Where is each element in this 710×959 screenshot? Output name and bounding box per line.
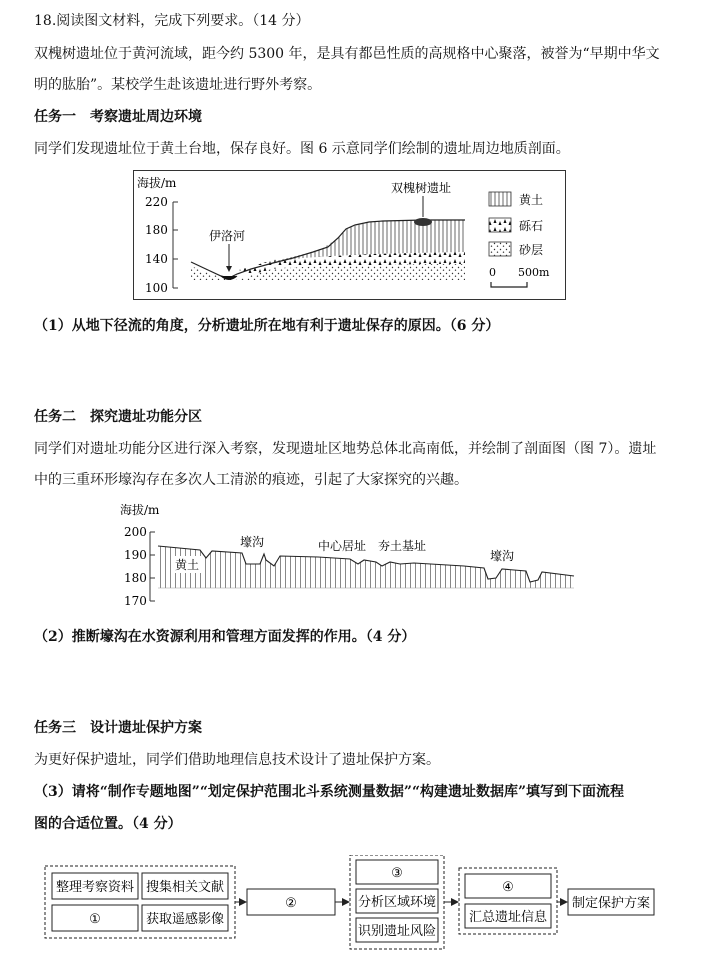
fig7-tick-190: 190 (124, 548, 147, 562)
fig6-tick-140: 140 (145, 252, 168, 266)
fig7-label-foundation: 夯土基址 (378, 539, 427, 553)
intro-line-2: 明的肱胎”。某校学生赴该遗址进行野外考察。 (34, 77, 322, 93)
fig7-tick-170: 170 (124, 594, 147, 608)
intro-line-1: 双槐树遗址位于黄河流域，距今约 5300 年，是具有都邑性质的高规格中心聚落，被誉为“早期中华文 (34, 46, 660, 62)
fig7-y-axis-label: 海拔/m (120, 503, 160, 517)
task2-text-line-2: 中的三重环形壕沟存在多次人工清淤的痕迹，引起了大家探究的兴趣。 (34, 472, 468, 488)
fig6-y-ticks (173, 202, 178, 288)
task2-text-line-1: 同学们对遗址功能分区进行深入考察，发现遗址区地势总体北高南低，并绘制了剖面图（图 7）。遗址 (34, 441, 657, 457)
task2-question: （2）推断壕沟在水资源利用和管理方面发挥的作用。（4 分） (34, 629, 416, 645)
protection-flowchart (40, 855, 660, 953)
fig7-label-moat-left: 壕沟 (240, 535, 265, 549)
question-header: 18.阅读图文材料，完成下列要求。（14 分） (34, 13, 310, 29)
fig7-tick-180: 180 (124, 571, 147, 585)
fig6-legend-sand: 砂层 (519, 243, 544, 257)
flow-text-analyze: 分析区域环境 (357, 895, 437, 910)
fig6-legend-loess: 黄土 (519, 193, 544, 207)
task1-text: 同学们发现遗址位于黄土台地，保存良好。图 6 示意同学们绘制的遗址周边地质剖面。 (34, 141, 570, 157)
task3-text: 为更好保护遗址，同学们借助地理信息技术设计了遗址保护方案。 (34, 752, 440, 768)
fig7-label-loess: 黄土 (175, 558, 200, 572)
fig7-label-residence: 中心居址 (318, 539, 367, 553)
figure-7-site-profile (118, 500, 588, 615)
flow-text-collect: 搜集相关文献 (145, 880, 225, 895)
fig6-scale-label: 0 500m (489, 266, 550, 279)
flow-text-blank-4: ④ (502, 880, 514, 895)
flow-text-plan: 制定保护方案 (571, 896, 651, 911)
task1-question: （1）从地下径流的角度，分析遗址所在地有利于遗址保存的原因。（6 分） (34, 318, 500, 334)
flow-text-risk: 识别遗址风险 (357, 924, 437, 939)
task3-question-line-1: （3）请将“制作专题地图”“划定保护范围北斗系统测量数据”“构建遗址数据库”填写到下面流程 (34, 784, 625, 800)
task3-question-line-2: 图的合适位置。（4 分） (34, 816, 182, 832)
fig6-tick-220: 220 (145, 195, 168, 209)
fig6-legend-loess-swatch (489, 192, 511, 206)
fig6-river-arrow (226, 266, 232, 272)
flow-text-organize: 整理考察资料 (55, 880, 135, 895)
fig6-scale-bar (491, 282, 527, 287)
flow-text-blank-3: ③ (391, 866, 403, 881)
fig6-y-axis-label: 海拔/m (137, 176, 177, 190)
figure-6-geological-section (133, 170, 566, 300)
task1-title: 任务一 考察遗址周边环境 (34, 109, 202, 125)
fig7-label-moat-right: 壕沟 (490, 549, 515, 563)
fig6-legend-gravel-swatch (489, 218, 511, 232)
flow-text-blank-1: ① (89, 912, 101, 927)
flow-text-remote: 获取遥感影像 (145, 912, 225, 927)
flow-text-blank-2: ② (285, 896, 297, 911)
fig6-tick-180: 180 (145, 223, 168, 237)
task3-title: 任务三 设计遗址保护方案 (34, 720, 202, 736)
fig6-legend-sand-swatch (489, 242, 511, 256)
fig7-tick-200: 200 (124, 525, 147, 539)
fig6-legend-gravel: 砾石 (519, 219, 544, 233)
fig6-tick-100: 100 (145, 281, 168, 295)
task2-title: 任务二 探究遗址功能分区 (34, 409, 202, 425)
flow-group-1 (45, 866, 235, 938)
fig6-site-marker (414, 218, 432, 226)
fig7-y-ticks (150, 532, 155, 601)
fig6-label-site: 双槐树遗址 (391, 181, 452, 195)
flow-text-summarize: 汇总遗址信息 (468, 910, 548, 925)
fig6-label-river: 伊洛河 (209, 229, 246, 243)
